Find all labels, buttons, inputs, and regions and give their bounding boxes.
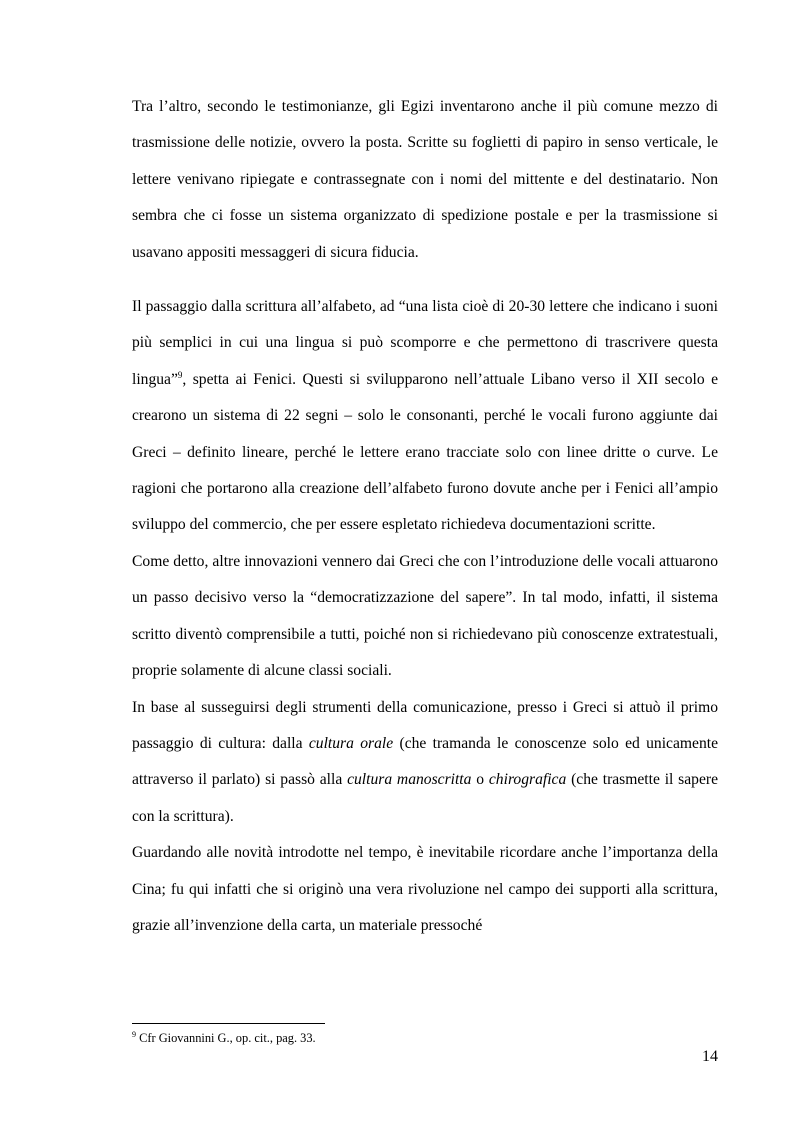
page-number: 14 bbox=[702, 1048, 718, 1065]
footnote-text: Cfr Giovannini G., op. cit., pag. 33. bbox=[136, 1031, 316, 1045]
text-run: o bbox=[471, 771, 489, 789]
footnote-reference: 9 bbox=[177, 369, 183, 380]
text-run: Tra l’altro, secondo le testimonianze, gli Egizi inventarono anche il più comune mezzo di trasmissione delle notizie, ovvero la posta. Scritte su foglietti di papiro in senso verticale, le lettere venivano ripiegate e contrassegnate con i nomi del mittente e del destinatario. Non sembra che ci fosse un sistema organizzato di spedizione postale e per la trasmissione si usavano appositi messaggeri di sicura fiducia. bbox=[132, 98, 718, 261]
emphasized-term: chirografica bbox=[488, 771, 567, 789]
emphasized-term: cultura manoscritta bbox=[347, 771, 472, 789]
text-run: Guardando alle novità introdotte nel tempo, è inevitabile ricordare anche l’importanza della Cina; fu qui infatti che si originò una vera rivoluzione nel campo dei supporti alla scrittura, grazie all’invenzione della carta, un materiale pressoché bbox=[132, 844, 718, 934]
text-run: (che tramanda le conoscenze solo ed unicamente attraverso il parlato) si passò alla bbox=[132, 734, 718, 789]
text-run: In base al susseguirsi degli strumenti della comunicazione, presso i Greci si attuò il primo passaggio di cultura: dalla bbox=[132, 698, 718, 752]
text-run: Il passaggio dalla scrittura all’alfabeto, ad “una lista cioè di 20-30 lettere che indicano i suoni più semplici in cui una lingua si può scomporre e che permettono di trascrivere questa lingua” bbox=[132, 298, 718, 388]
text-run: , spetta ai Fenici. Questi si svilupparono nell’attuale Libano verso il XII secolo e crearono un sistema di 22 segni – solo le consonanti, perché le vocali furono aggiunte dai Greci – definito lineare, perché le lettere erano tracciate solo con linee dritte o curve. Le ragioni che portarono alla creazione dell’alfabeto furono dovute anche per i Fenici all’ampio sviluppo del commercio, che per essere espletato richiedeva documentazioni scritte. bbox=[132, 370, 718, 534]
text-run: (che trasmette il sapere con la scrittura). bbox=[132, 771, 719, 825]
paragraph bbox=[132, 289, 718, 544]
footnote-number: 9 bbox=[132, 1029, 136, 1039]
body-text bbox=[132, 89, 718, 944]
paragraph bbox=[132, 835, 718, 944]
paragraph bbox=[132, 544, 718, 690]
emphasized-term: cultura orale bbox=[308, 734, 394, 752]
footnote bbox=[132, 1030, 718, 1046]
text-run: Come detto, altre innovazioni vennero dai Greci che con l’introduzione delle vocali attuarono un passo decisivo verso la “democratizzazione del sapere”. In tal modo, infatti, il sistema scritto diventò comprensibile a tutti, poiché non si richiedevano più conoscenze extratestuali, proprie solamente di alcune classi sociali. bbox=[132, 552, 718, 680]
paragraph bbox=[132, 89, 718, 271]
footnote-separator bbox=[132, 1023, 325, 1024]
paragraph bbox=[132, 690, 718, 836]
